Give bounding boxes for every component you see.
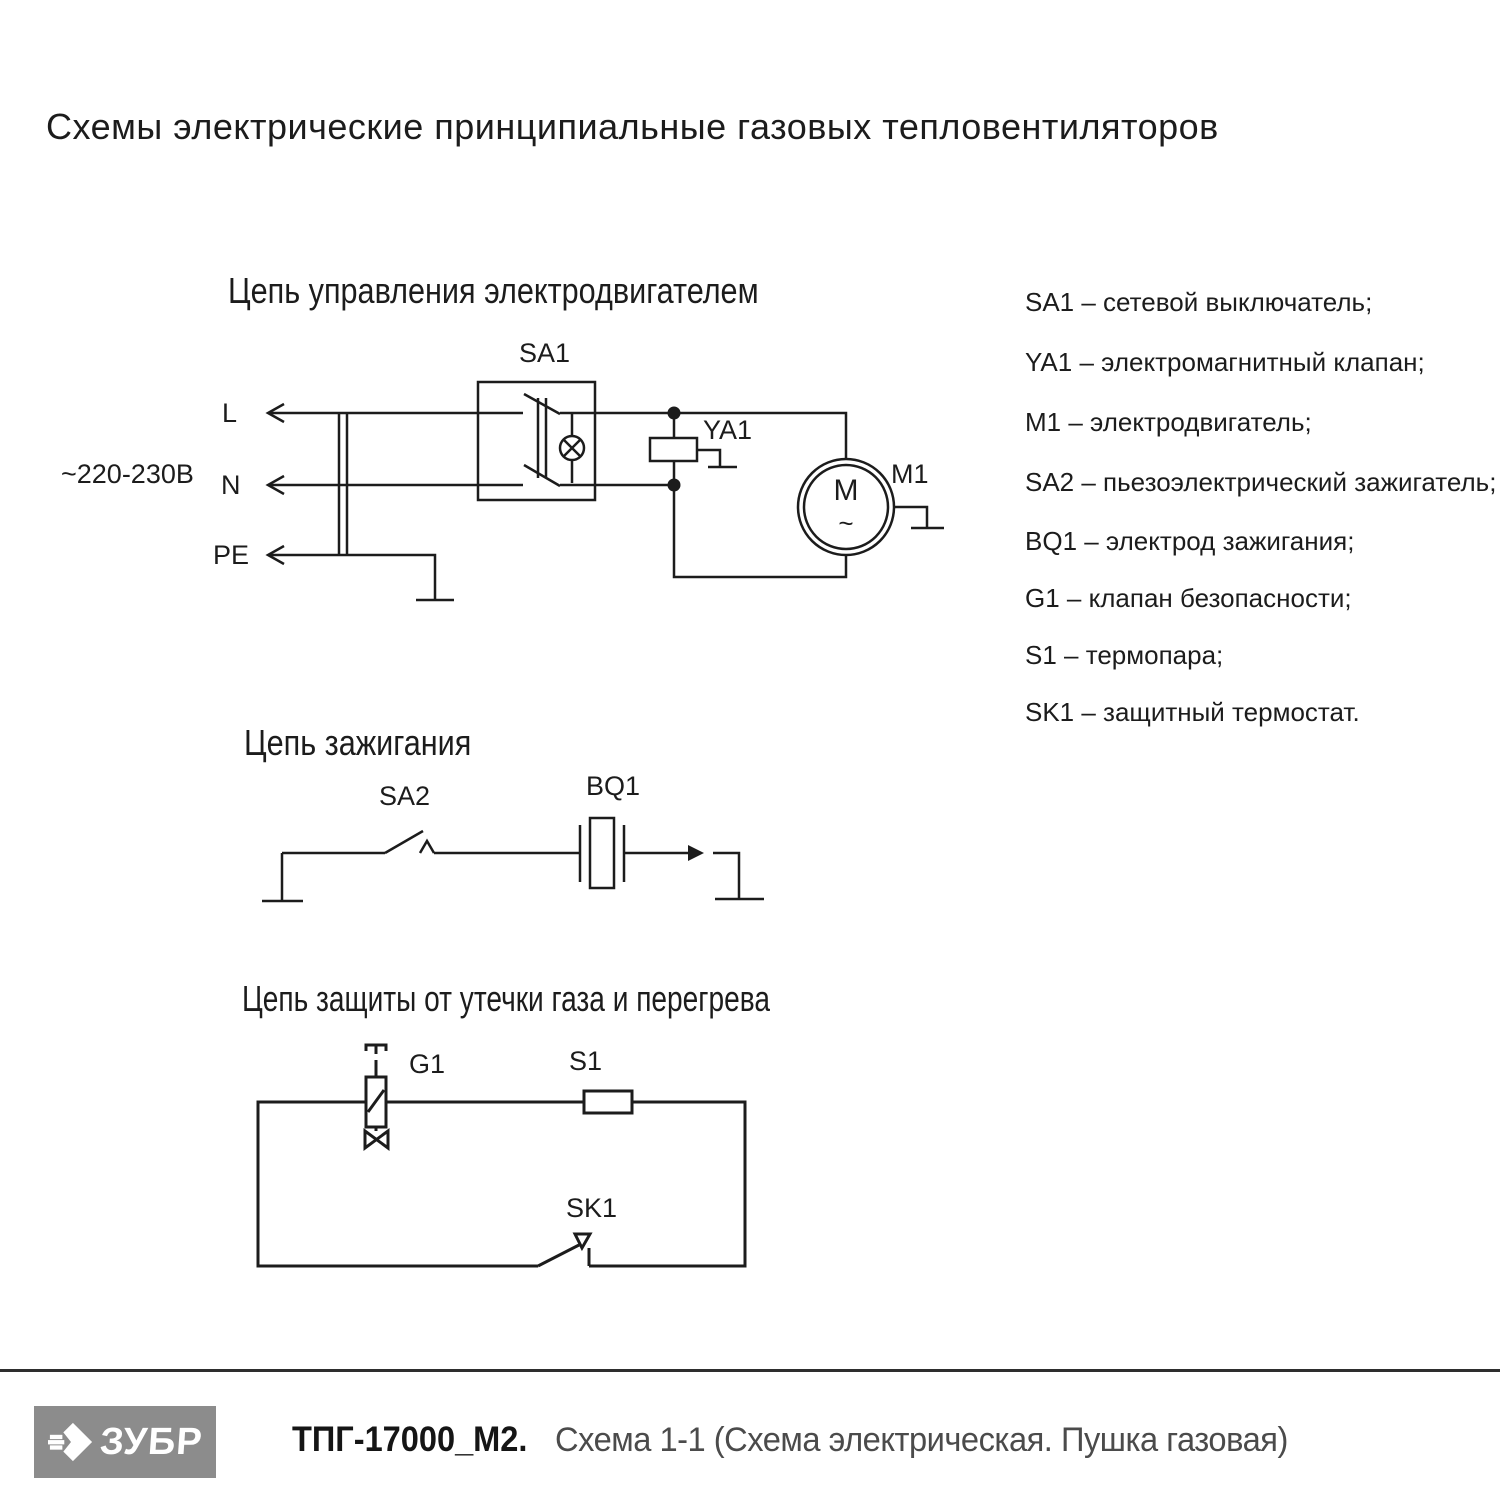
s1-label: S1: [569, 1046, 603, 1076]
s1-box: [584, 1091, 632, 1113]
sk1-blade: [538, 1245, 579, 1266]
ya1-box: [650, 438, 697, 461]
motor-ac-symbol: ~: [838, 508, 854, 538]
sa2-contact: [420, 841, 434, 853]
ya1-ground: [697, 450, 737, 467]
sa2-ground: [262, 853, 303, 901]
ignition-circuit-drawing: [262, 818, 764, 901]
footer-separator: [0, 1369, 1500, 1372]
arrow-right-icon: [688, 845, 704, 861]
right-terminal: [713, 853, 764, 899]
sa1-label: SA1: [519, 338, 571, 368]
bq1-plates: [580, 825, 624, 882]
legend-item-sa2: SA2 – пьезоэлектрический зажигатель;: [1025, 467, 1497, 497]
ya1-label: YA1: [703, 415, 753, 445]
g1-label: G1: [409, 1049, 446, 1079]
sa1-pole-n: [478, 465, 560, 486]
legend-item-sk1: SK1 – защитный термостат.: [1025, 697, 1360, 727]
voltage-label: ~220-230В: [61, 459, 194, 489]
bq1-label: BQ1: [586, 771, 641, 801]
legend-item-g1: G1 – клапан безопасности;: [1025, 583, 1352, 613]
legend-item-bq1: BQ1 – электрод зажигания;: [1025, 526, 1355, 556]
protection-circuit-drawing: [258, 1045, 745, 1266]
brand-name: ЗУБР: [98, 1420, 204, 1463]
control-circuit-title: Цепь управления электродвигателем: [228, 270, 759, 311]
loop-right: [589, 1102, 745, 1266]
g1-sensor: [366, 1045, 386, 1054]
g1-diagonal: [368, 1090, 384, 1112]
wire-bottom-run: [674, 485, 846, 577]
sk1-label: SK1: [566, 1193, 618, 1223]
sa1-link: [538, 398, 546, 478]
legend-item-ya1: YA1 – электромагнитный клапан;: [1025, 347, 1425, 377]
ignition-circuit-title: Цепь зажигания: [244, 722, 472, 763]
line-pe-label: PE: [213, 540, 250, 570]
motor-ground: [894, 507, 944, 528]
legend-item-m1: M1 – электродвигатель;: [1025, 407, 1312, 437]
line-n-label: N: [221, 470, 241, 500]
page-title: Схемы электрические принципиальные газовых тепловентиляторов: [46, 106, 1219, 147]
sa1-lamp-cross: [564, 440, 581, 457]
schema-caption: Схема 1-1 (Схема электрическая. Пушка газовая): [555, 1421, 1289, 1459]
legend-item-sa1: SA1 – сетевой выключатель;: [1025, 287, 1373, 317]
motor-letter: M: [833, 474, 859, 507]
sa2-blade: [385, 831, 423, 853]
sa1-pole-l: [478, 394, 560, 414]
m1-label: M1: [891, 459, 929, 489]
brand-logo: [34, 1406, 216, 1478]
zubr-arrow-icon: [48, 1419, 94, 1465]
model-name: ТПГ-17000_М2.: [292, 1420, 528, 1459]
legend-item-s1: S1 – термопара;: [1025, 640, 1224, 670]
wire-pe: [268, 555, 435, 600]
g1-valve: [365, 1127, 388, 1148]
footer-caption-line: [292, 1420, 1319, 1460]
protection-circuit-title: Цепь защиты от утечки газа и перегрева: [242, 978, 770, 1019]
loop-left: [258, 1102, 538, 1266]
line-l-label: L: [222, 398, 238, 428]
bq1-box: [590, 818, 614, 888]
sa2-label: SA2: [379, 781, 431, 811]
